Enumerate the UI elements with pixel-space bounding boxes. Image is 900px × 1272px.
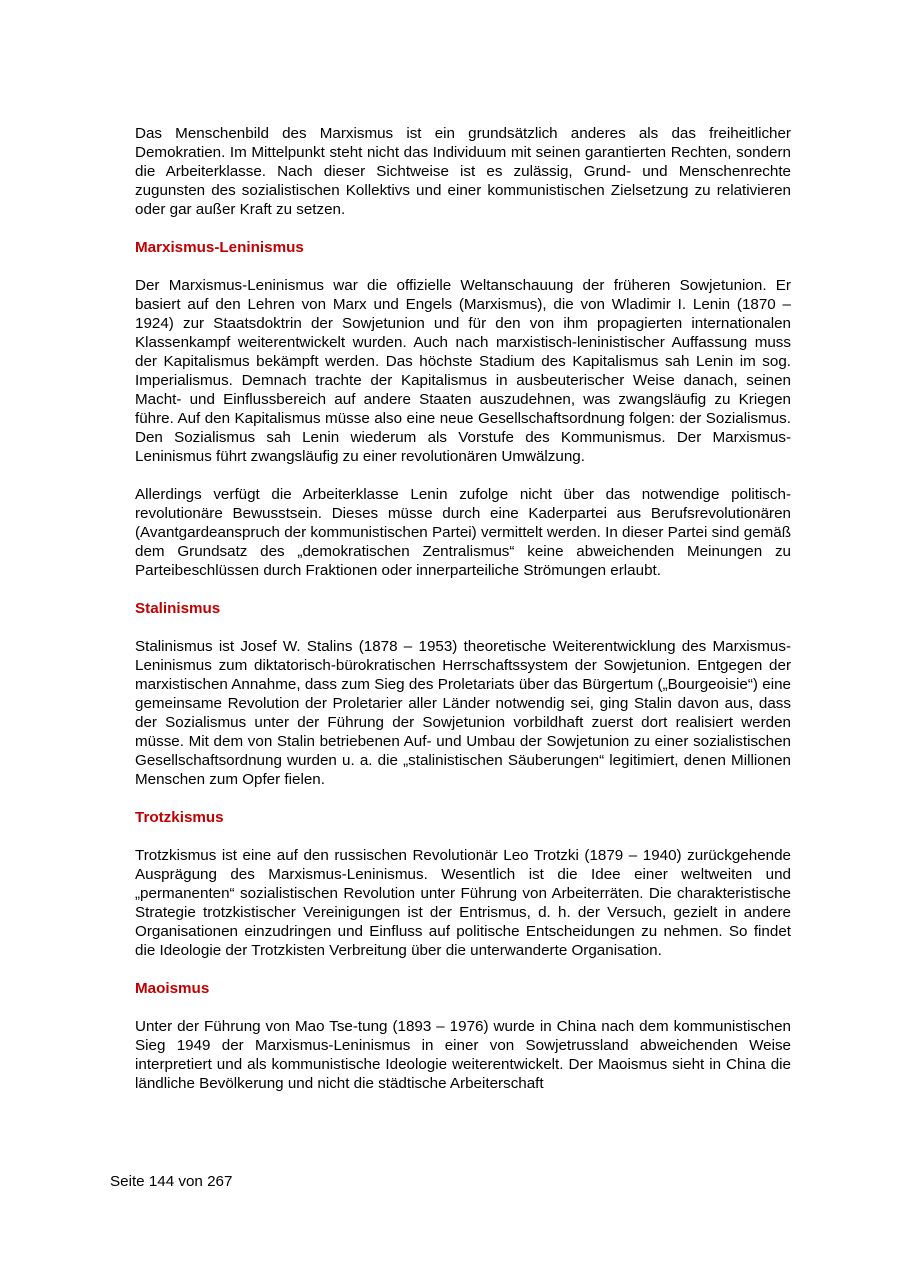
- paragraph: Trotzkismus ist eine auf den russischen Revolutionär Leo Trotzki (1879 – 1940) zurückgehende Ausprägung des Marxismus-Leninismus. Wesentlich ist die Idee einer weltweiten und „permanenten“ sozialistischen Revolution unter Führung von Arbeiterräten. Die charakteristische Strategie trotzkistischer Vereinigungen ist der Entrismus, d. h. der Versuch, gezielt in andere Organisationen einzudringen und Einfluss auf politische Entscheidungen zu nehmen. So findet die Ideologie der Trotzkisten Verbreitung über die unterwanderte Organisation.: [135, 847, 791, 959]
- document-body: [135, 124, 791, 1112]
- paragraph: Unter der Führung von Mao Tse-tung (1893 – 1976) wurde in China nach dem kommunistischen Sieg 1949 der Marxismus-Leninismus in einer von Sowjetrussland abweichenden Weise interpretiert und als kommunistische Ideologie weiterentwickelt. Der Maoismus sieht in China die ländliche Bevölkerung und nicht die städtische Arbeiterschaft: [135, 1018, 791, 1092]
- page-number-footer: Seite 144 von 267: [110, 1173, 233, 1190]
- section-heading: Stalinismus: [135, 600, 221, 617]
- section-heading: Maoismus: [135, 980, 210, 997]
- paragraph: Allerdings verfügt die Arbeiterklasse Lenin zufolge nicht über das notwendige politisch-revolutionäre Bewusstsein. Dieses müsse durch eine Kaderpartei aus Berufsrevolutionären (Avantgardeanspruch der kommunistischen Partei) vermittelt werden. In dieser Partei sind gemäß dem Grundsatz des „demokratischen Zentralismus“ keine abweichenden Meinungen zu Parteibeschlüssen durch Fraktionen oder innerparteiliche Strömungen erlaubt.: [135, 486, 791, 579]
- paragraph: Das Menschenbild des Marxismus ist ein grundsätzlich anderes als das freiheitlicher Demokratien. Im Mittelpunkt steht nicht das Individuum mit seinen garantierten Rechten, sondern die Arbeiterklasse. Nach dieser Sichtweise ist es zulässig, Grund- und Menschenrechte zugunsten des sozialistischen Kollektivs und einer kommunistischen Zielsetzung zu relativieren oder gar außer Kraft zu setzen.: [135, 125, 791, 218]
- paragraph: Stalinismus ist Josef W. Stalins (1878 – 1953) theoretische Weiterentwicklung des Marxismus-Leninismus zum diktatorisch-bürokratischen Herrschaftssystem der Sowjetunion. Entgegen der marxistischen Annahme, dass zum Sieg des Proletariats über das Bürgertum („Bourgeoisie“) eine gemeinsame Revolution der Proletarier aller Länder notwendig sei, ging Stalin davon aus, dass der Sozialismus unter der Führung der Sowjetunion vorbildhaft zuerst dort realisiert werden müsse. Mit dem von Stalin betriebenen Auf- und Umbau der Sowjetunion zu einer sozialistischen Gesellschaftsordnung wurden u. a. die „stalinistischen Säuberungen“ legitimiert, denen Millionen Menschen zum Opfer fielen.: [135, 638, 791, 788]
- section-heading: Marxismus-Leninismus: [135, 239, 304, 256]
- paragraph: Der Marxismus-Leninismus war die offizielle Weltanschauung der früheren Sowjetunion. Er basiert auf den Lehren von Marx und Engels (Marxismus), die von Wladimir I. Lenin (1870 – 1924) zur Staatsdoktrin der Sowjetunion und für den von ihm propagierten internationalen Klassenkampf weiterentwickelt wurden. Auch nach marxistisch-leninistischer Auffassung muss der Kapitalismus bekämpft werden. Das höchste Stadium des Kapitalismus sah Lenin im sog. Imperialismus. Demnach trachte der Kapitalismus in ausbeuterischer Weise danach, seinen Macht- und Einflussbereich auf andere Staaten auszudehnen, was zwangsläufig zu Kriegen führe. Auf den Kapitalismus müsse also eine neue Gesellschaftsordnung folgen: der Sozialismus. Den Sozialismus sah Lenin wiederum als Vorstufe des Kommunismus. Der Marxismus-Leninismus führt zwangsläufig zu einer revolutionären Umwälzung.: [135, 277, 791, 465]
- section-heading: Trotzkismus: [135, 809, 224, 826]
